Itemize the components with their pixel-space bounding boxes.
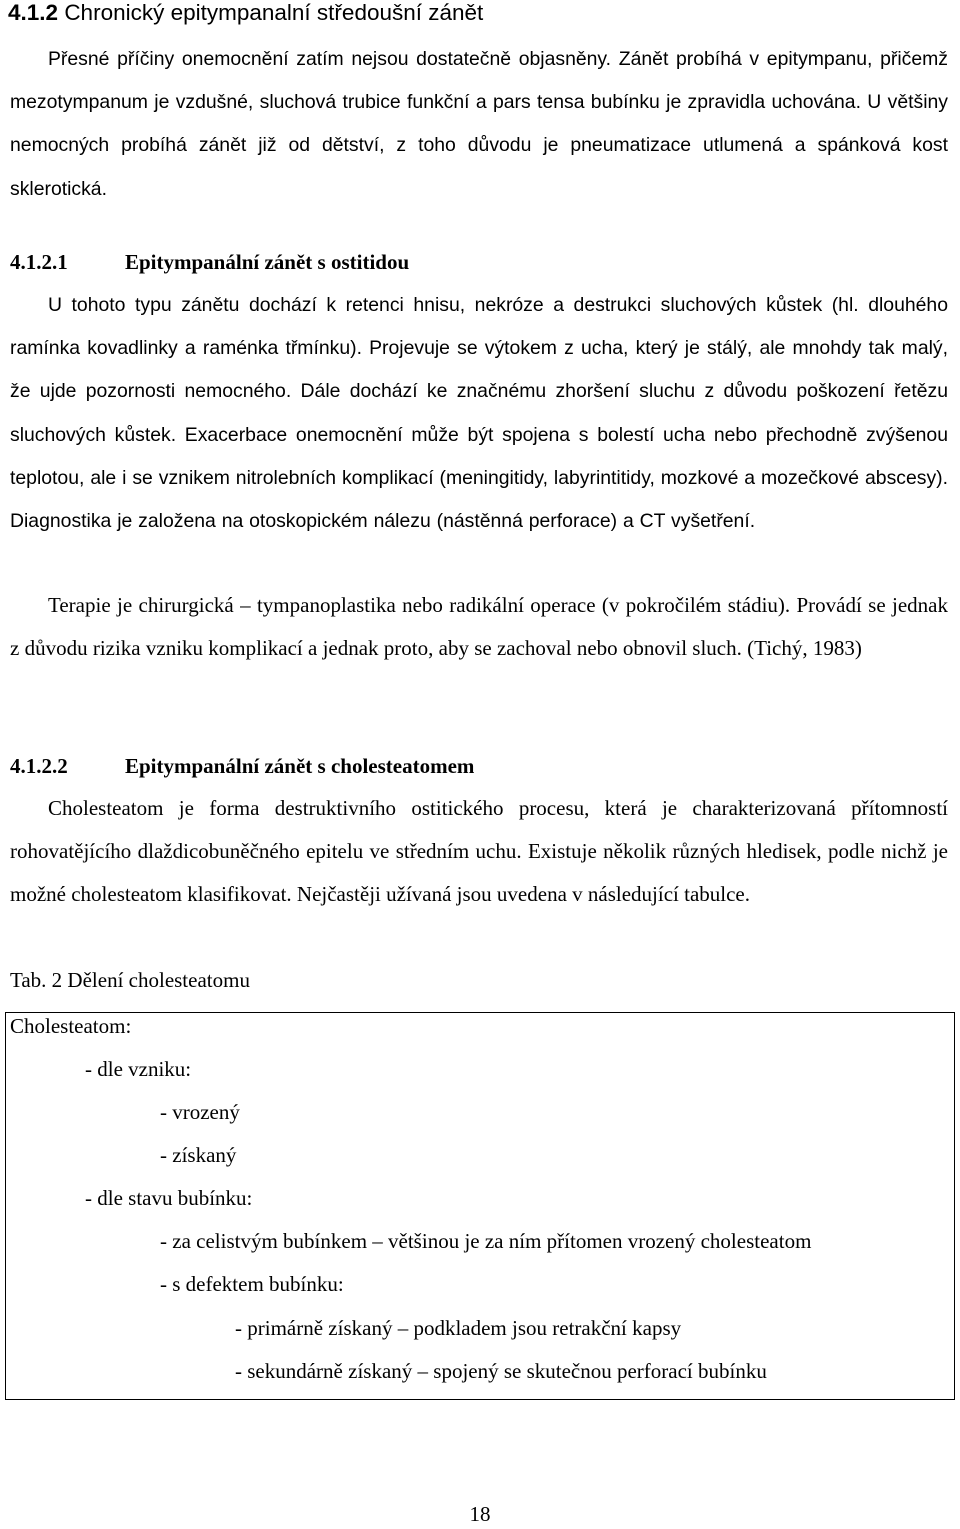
paragraph-ostitis: U tohoto typu zánětu dochází k retenci hnisu, nekróze a destrukci sluchových kůstek (hl. dlouhého ramínka kovadlinky a raménka třmínku). Projevuje se výtokem z ucha, který je stálý, ale mnohdy tak malý, že ujde pozornosti nemocného. Dále dochází ke značnému zhoršení sluchu z důvodu poškození řetězu sluchových kůstek. Exacerbace onemocnění může být spojena s bolestí ucha nebo přechodně zvýšenou teplotou, ale i se vznikem nitrolebních komplikací (meningitidy, labyrintitidy, mozkové a mozečkové abscesy). Diagnostika je založena na otoskopickém nálezu (nástěnná perforace) a CT vyšetření. [10, 294, 948, 533]
table-row: - dle vzniku: [85, 1057, 192, 1081]
paragraph-therapy: Terapie je chirurgická – tympanoplastika nebo radikální operace (v pokročilém stádiu). Provádí se jednak z důvodu rizika vzniku komplikací a jednak proto, aby se zachoval nebo obnovil sluch. (Tichý, 1983) [10, 593, 948, 661]
page-number: 18 [469, 1502, 491, 1526]
subsection-heading-1 [10, 247, 409, 277]
section-title: Chronický epitympanalní středoušní zánět [64, 0, 484, 25]
subsection-number-1: 4.1.2.1 [10, 250, 68, 274]
table-row: - sekundárně získaný – spojený se skutečnou perforací bubínku [235, 1359, 767, 1383]
subsection-title-2: Epitympanální zánět s cholesteatomem [125, 754, 475, 778]
table-row: - za celistvým bubínkem – většinou je za ním přítomen vrozený cholesteatom [160, 1229, 812, 1253]
table-row: - dle stavu bubínku: [85, 1186, 253, 1210]
table-row: - primárně získaný – podkladem jsou retrakční kapsy [235, 1316, 682, 1340]
paragraph-cholesteatoma: Cholesteatom je forma destruktivního ostitického procesu, která je charakterizovaná přítomností rohovatějícího dlaždicobuněčného epitelu ve středním uchu. Existuje několik různých hledisek, podle nichž je možné cholesteatom klasifikovat. Nejčastěji užívaná jsou uvedena v následující tabulce. [10, 796, 948, 907]
intro-paragraph: Přesné příčiny onemocnění zatím nejsou dostatečně objasněny. Zánět probíhá v epitympanu, přičemž mezotympanum je vzdušné, sluchová trubice funkční a pars tensa bubínku je zpravidla uchována. U většiny nemocných probíhá zánět již od dětství, z toho důvodu je pneumatizace utlumená a spánková kost sklerotická. [10, 48, 948, 200]
table-row: - vrozený [160, 1100, 240, 1124]
table-row: - získaný [160, 1143, 237, 1167]
subsection-number-2: 4.1.2.2 [10, 754, 68, 778]
table-row: Cholesteatom: [10, 1014, 132, 1038]
subsection-title-1: Epitympanální zánět s ostitidou [125, 250, 410, 274]
table-caption: Tab. 2 Dělení cholesteatomu [10, 968, 250, 992]
section-heading [8, 0, 483, 30]
subsection-heading-2 [10, 751, 474, 781]
table-row: - s defektem bubínku: [160, 1272, 344, 1296]
section-number: 4.1.2 [8, 0, 59, 25]
